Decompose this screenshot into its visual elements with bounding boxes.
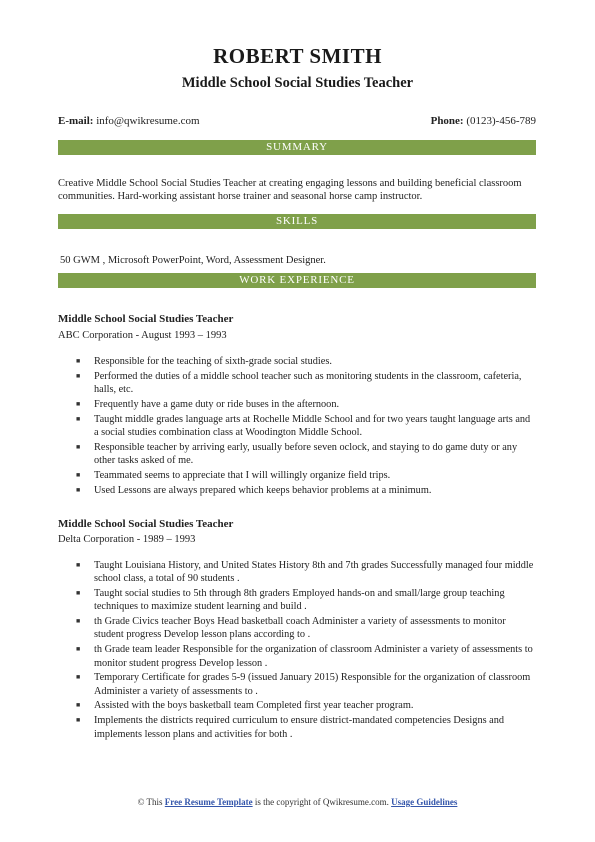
phone-block	[431, 115, 536, 127]
candidate-title: Middle School Social Studies Teacher	[181, 75, 414, 91]
footer-prefix: © This	[137, 797, 165, 807]
free-resume-template-link[interactable]: Free Resume Template	[164, 797, 253, 807]
list-item: ■ Performed the duties of a middle school teacher such as monitoring students in the classroom, cafeteria, halls, etc.	[58, 370, 536, 397]
skills-section-header: SKILLS	[58, 214, 536, 229]
job-meta: Delta Corporation - 1989 – 1993	[58, 534, 196, 545]
phone-label: Phone:	[430, 115, 464, 127]
job-bullets	[58, 355, 536, 498]
email-value: info@qwikresume.com	[96, 115, 200, 127]
list-item: ■ Taught middle grades language arts at Rochelle Middle School and for two years taught language arts and a social studies combination class at Woodington Middle School.	[58, 413, 536, 440]
phone-value: (0123)-456-789	[466, 115, 536, 127]
list-item: ■ Taught social studies to 5th through 8th graders Employed hands-on and small/large group teaching techniques to maximize student learning and build .	[58, 587, 536, 614]
list-item: ■ Teammated seems to appreciate that I will willingly organize field trips.	[58, 469, 536, 482]
job-title: Middle School Social Studies Teacher	[58, 518, 234, 530]
list-item: ■ Taught Louisiana History, and United States History 8th and 7th grades Successfully managed four middle school class, a total of 90 students .	[58, 559, 536, 586]
job-title: Middle School Social Studies Teacher	[58, 313, 234, 325]
contact-row	[58, 115, 536, 127]
job-bullets	[58, 559, 536, 742]
list-item: ■ Implements the districts required curriculum to ensure district-mandated competencies Designs and implements lesson plans and activities for both .	[58, 714, 536, 741]
skills-text: 50 GWM , Microsoft PowerPoint, Word, Assessment Designer.	[60, 255, 326, 266]
experience-section-header: WORK EXPERIENCE	[58, 273, 536, 288]
job-meta: ABC Corporation - August 1993 – 1993	[58, 330, 227, 341]
list-item: ■ Used Lessons are always prepared which keeps behavior problems at a minimum.	[58, 484, 536, 497]
list-item: ■ Responsible for the teaching of sixth-grade social studies.	[58, 355, 536, 368]
list-item: ■ Responsible teacher by arriving early, usually before seven oclock, and staying to do game duty or any other tasks asked of me.	[58, 441, 536, 468]
candidate-name: ROBERT SMITH	[213, 44, 382, 68]
footer-middle: is the copyright of Qwikresume.com.	[252, 797, 392, 807]
summary-text: Creative Middle School Social Studies Teacher at creating engaging lessons and building beneficial classroom communities. Hard-working assistant horse trainer and seasonal horse camp instructor.	[58, 178, 522, 202]
list-item: ■ Temporary Certificate for grades 5-9 (issued January 2015) Responsible for the organization of classroom Administer a variety of assessments to .	[58, 671, 536, 698]
email-label: E-mail:	[58, 115, 94, 127]
footer	[0, 797, 595, 807]
summary-section-header: SUMMARY	[58, 140, 536, 155]
list-item: ■ Frequently have a game duty or ride buses in the afternoon.	[58, 398, 536, 411]
list-item: ■ Assisted with the boys basketball team Completed first year teacher program.	[58, 699, 536, 712]
list-item: ■ th Grade team leader Responsible for the organization of classroom Administer a variety of assessments to monitor student progress Develop lesson .	[58, 643, 536, 670]
usage-guidelines-link[interactable]: Usage Guidelines	[391, 797, 458, 807]
list-item: ■ th Grade Civics teacher Boys Head basketball coach Administer a variety of assessments to monitor student progress Develop lesson plans according to .	[58, 615, 536, 642]
